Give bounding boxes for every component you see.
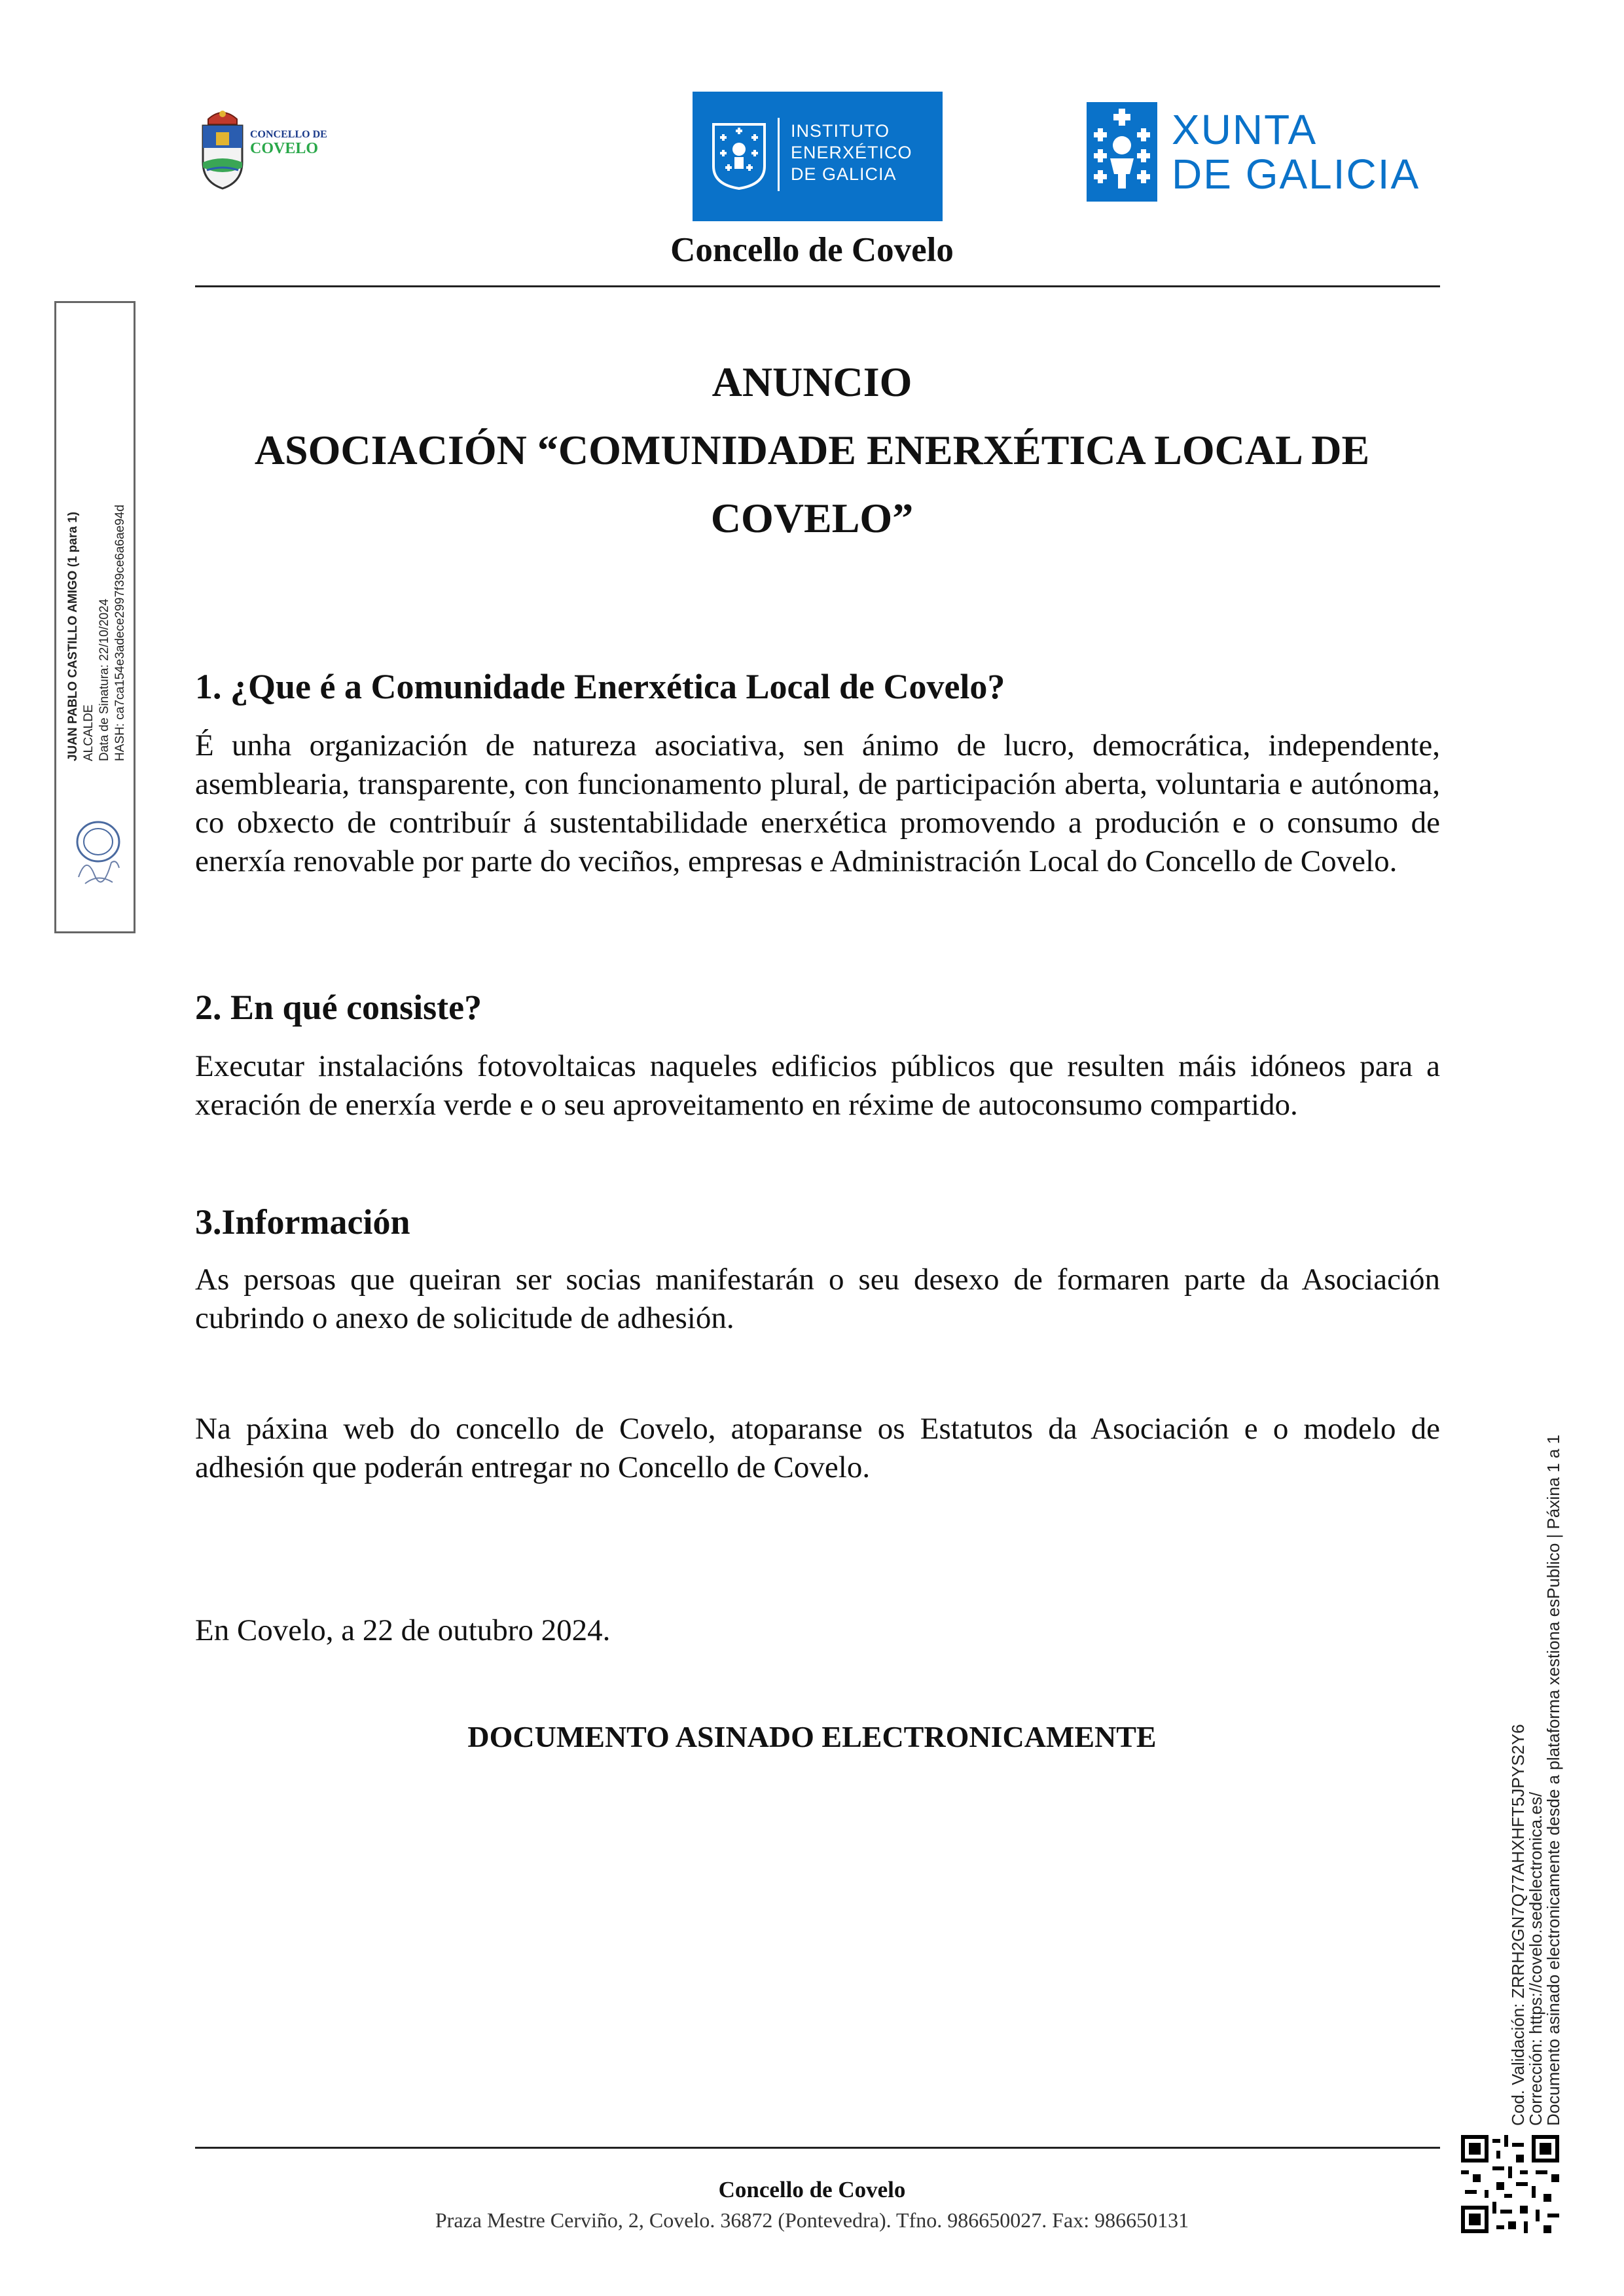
- section-3-text: As persoas que queiran ser socias manifestarán o seu desexo de formaren parte da Asociación cubrindo o anexo de solicitude de adhesión.: [195, 1263, 1440, 1335]
- signer-name: JUAN PABLO CASTILLO AMIGO (1 para 1): [66, 511, 80, 761]
- logo-covelo-line2: COVELO: [250, 139, 319, 157]
- signature-hash: HASH: ca7ca154e3adece2997f39ce6a6ae94d: [113, 505, 127, 761]
- signature-date: Data de Sinatura: 22/10/2024: [98, 598, 111, 761]
- extra-paragraph: Na páxina web do concello de Covelo, atoparanse os Estatutos da Asociación e o modelo de adhesión que poderán entregar no Concello de Covelo.: [195, 1412, 1440, 1484]
- inega-logo: [693, 92, 943, 221]
- date-line: En Covelo, a 22 de outubro 2024.: [195, 1613, 611, 1647]
- inega-line-3: DE GALICIA: [791, 164, 897, 184]
- inega-line-2: ENERXÉTICO: [791, 143, 912, 162]
- footer-address: Praza Mestre Cerviño, 2, Covelo. 36872 (Pontevedra). Tfno. 986650027. Fax: 986650131: [435, 2208, 1189, 2232]
- footer-name: Concello de Covelo: [718, 2177, 906, 2202]
- xunta-shield-icon: [1087, 102, 1157, 202]
- section-2-text: Executar instalacións fotovoltaicas naqueles edificios públicos que resulten máis idóneos para a xeración de enerxía verde e o seu aproveitamento en réxime de autoconsumo compartido.: [195, 1049, 1440, 1122]
- validation-code: Cod. Validación: ZRRH2GN7Q77AHXHFT5JPYS2Y6: [1508, 1724, 1528, 2126]
- xunta-line-2: DE GALICIA: [1172, 151, 1420, 198]
- signed-notice: DOCUMENTO ASINADO ELECTRONICAMENTE: [467, 1720, 1157, 1753]
- coat-of-arms-icon: [196, 105, 249, 193]
- announcement-heading: ANUNCIO: [712, 359, 912, 405]
- inega-line-1: INSTITUTO: [791, 121, 890, 141]
- footer-divider: [195, 2147, 1440, 2149]
- xunta-galicia-logo: [1087, 102, 1440, 204]
- galicia-shield-icon: [712, 123, 766, 190]
- concello-covelo-logo: [196, 105, 353, 193]
- announcement-subtitle-line2: COVELO”: [710, 495, 914, 541]
- header-divider: [195, 285, 1440, 287]
- xunta-line-1: XUNTA: [1172, 106, 1318, 153]
- signer-role: ALCALDE: [82, 704, 96, 761]
- signature-stamp-icon: [71, 817, 126, 886]
- announcement-subtitle-line1: ASOCIACIÓN “COMUNIDADE ENERXÉTICA LOCAL DE: [254, 427, 1370, 473]
- section-2-heading: 2. En qué consiste?: [195, 988, 482, 1027]
- section-1-text: É unha organización de natureza asociativa, sen ánimo de lucro, democrática, independente, asemblearia, transparente, con funcionamento plural, de participación aberta, voluntaria e autónoma, co obxecto de contribuír á sustentabilidade enerxética promovendo a produción e o consumo de enerxía renovable por parte do veciños, empresas e Administración Local do Concello de Covelo.: [195, 728, 1440, 878]
- validation-url[interactable]: Corrección: https://covelo.sedelectronica.es/: [1526, 1791, 1545, 2126]
- header-title: Concello de Covelo: [670, 231, 954, 269]
- validation-platform: Documento asinado electronicamente desde a plataforma xestiona esPublico | Páxina 1 a 1: [1543, 1434, 1563, 2126]
- section-1-heading: 1. ¿Que é a Comunidade Enerxética Local de Covelo?: [195, 667, 1005, 706]
- section-3-heading: 3.Información: [195, 1202, 410, 1242]
- logo-covelo-line1: CONCELLO DE: [250, 129, 327, 140]
